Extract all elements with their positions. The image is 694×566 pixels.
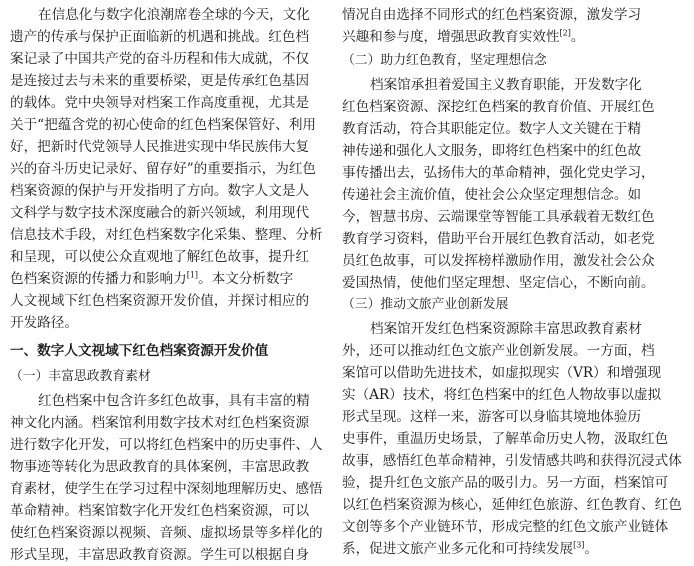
body-line: 员红色故事，可以发挥榜样激励作用，激发社会公众 bbox=[342, 253, 655, 269]
body-line-tail: 。 bbox=[570, 29, 585, 45]
citation-ref: [3] bbox=[573, 540, 585, 550]
body-line: 形式呈现。这样一来，游客可以身临其境地体验历 bbox=[342, 409, 642, 425]
intro-line-text: 色档案资源的传播力和影响力 bbox=[10, 271, 187, 287]
body-line: 教育活动，符合其职能定位。数字人文关键在于精 bbox=[342, 121, 642, 137]
citation-ref: [2] bbox=[559, 28, 571, 38]
intro-line-with-citation bbox=[10, 268, 293, 290]
intro-line: 和呈现，可以使公众直观地了解红色故事，提升红 bbox=[10, 249, 310, 265]
body-line-with-citation bbox=[342, 26, 584, 48]
intro-line: 兴的奋斗历史记录好、留存好”的重要指示，为红色 bbox=[10, 161, 317, 177]
body-line: 形式呈现，丰富思政教育资源。学生可以根据自身 bbox=[10, 547, 310, 563]
intro-line: 关于“把蕴含党的初心使命的红色档案保管好、利用 bbox=[10, 117, 317, 133]
citation-ref: [1] bbox=[186, 270, 199, 280]
body-line: 进行数字化开发，可以将红色档案中的历史事件、人 bbox=[10, 437, 323, 453]
intro-line: 的载体。党中央领导对档案工作高度重视，尤其是 bbox=[10, 95, 310, 111]
body-line: 传递社会主流价值，使社会公众坚定理想信念。如 bbox=[342, 187, 642, 203]
intro-line: 好，把新时代党领导人民推进实现中华民族伟大复 bbox=[10, 139, 310, 155]
intro-line: 信息技术手段，对红色档案数字化采集、整理、分析 bbox=[10, 227, 323, 243]
body-line: 以红色档案资源为核心，延伸红色旅游、红色教育、红色 bbox=[342, 497, 682, 513]
body-line: 使红色档案资源以视频、音频、虚拟场景等多样化的 bbox=[10, 525, 323, 541]
intro-line: 档案资源的保护与开发指明了方向。数字人文是人 bbox=[10, 183, 310, 199]
body-line: 文创等多个产业链环节，形成完整的红色文旅产业链体 bbox=[342, 519, 669, 535]
body-line: 档案馆承担着爱国主义教育职能，开发数字化 bbox=[370, 77, 642, 93]
body-line-text: 系，促进文旅产业多元化和可持续发展 bbox=[342, 541, 574, 557]
body-line: 红色档案中包含许多红色故事，具有丰富的精 bbox=[38, 393, 310, 409]
body-line: 验，提升红色文旅产品的吸引力。另一方面，档案馆可 bbox=[342, 475, 669, 491]
body-line: 教育学习资料，借助平台开展红色教育活动，如老党 bbox=[342, 231, 655, 247]
subsection-heading: （二）助力红色教育，坚定理想信念 bbox=[342, 53, 547, 68]
body-line-with-citation bbox=[342, 538, 598, 560]
subsection-heading: （一）丰富思政教育素材 bbox=[10, 369, 151, 384]
intro-line: 文科学与数字技术深度融合的新兴领域，利用现代 bbox=[10, 205, 310, 221]
body-line: 事传播出去，弘扬伟大的革命精神，强化党史学习， bbox=[342, 165, 655, 181]
body-line: 情况自由选择不同形式的红色档案资源，激发学习 bbox=[342, 7, 642, 23]
body-line: 档案馆开发红色档案资源除丰富思政教育素材 bbox=[370, 321, 642, 337]
body-line-tail: 。 bbox=[584, 541, 599, 557]
body-line: 实（AR）技术，将红色档案中的红色人物故事以虚拟 bbox=[342, 387, 662, 403]
body-line: 爱国热情，使他们坚定理想、坚定信心，不断向前。 bbox=[342, 275, 655, 291]
body-line: 案馆可以借助先进技术，如虚拟现实（VR）和增强现 bbox=[342, 365, 662, 381]
section-heading: 一、数字人文视域下红色档案资源开发价值 bbox=[10, 343, 269, 359]
body-line: 外，还可以推动红色文旅产业创新发展。一方面，档 bbox=[342, 343, 655, 359]
intro-line: 案记录了中国共产党的奋斗历程和伟大成就，不仅 bbox=[10, 51, 310, 67]
intro-line: 人文视域下红色档案资源开发价值，并探讨相应的 bbox=[10, 293, 310, 309]
intro-line: 开发路径。 bbox=[10, 315, 78, 331]
intro-line: 在信息化与数字化浪潮席卷全球的今天，文化 bbox=[38, 7, 310, 23]
body-line-text: 兴趣和参与度，增强思政教育实效性 bbox=[342, 29, 560, 45]
body-line: 红色档案资源、深挖红色档案的教育价值、开展红色 bbox=[342, 99, 655, 115]
body-line: 育素材，使学生在学习过程中深刻地理解历史、感悟 bbox=[10, 481, 323, 497]
body-line: 神传递和强化人文服务，即将红色档案中的红色故 bbox=[342, 143, 642, 159]
body-line: 神文化内涵。档案馆利用数字技术对红色档案资源 bbox=[10, 415, 310, 431]
intro-line-tail: 。本文分析数字 bbox=[198, 271, 294, 287]
body-line: 史事件，重温历史场景，了解革命历史人物，汲取红色 bbox=[342, 431, 669, 447]
body-line: 革命精神。档案馆数字化开发红色档案资源，可以 bbox=[10, 503, 310, 519]
intro-line: 遗产的传承与保护正面临新的机遇和挑战。红色档 bbox=[10, 29, 310, 45]
body-line: 物事迹等转化为思政教育的具体案例，丰富思政教 bbox=[10, 459, 310, 475]
intro-line: 是连接过去与未来的重要桥梁，更是传承红色基因 bbox=[10, 73, 310, 89]
body-line: 今，智慧书房、云端课堂等智能工具承载着无数红色 bbox=[342, 209, 655, 225]
body-line: 故事，感悟红色革命精神，引发情感共鸣和获得沉浸式体 bbox=[342, 453, 682, 469]
subsection-heading: （三）推动文旅产业创新发展 bbox=[342, 297, 509, 312]
